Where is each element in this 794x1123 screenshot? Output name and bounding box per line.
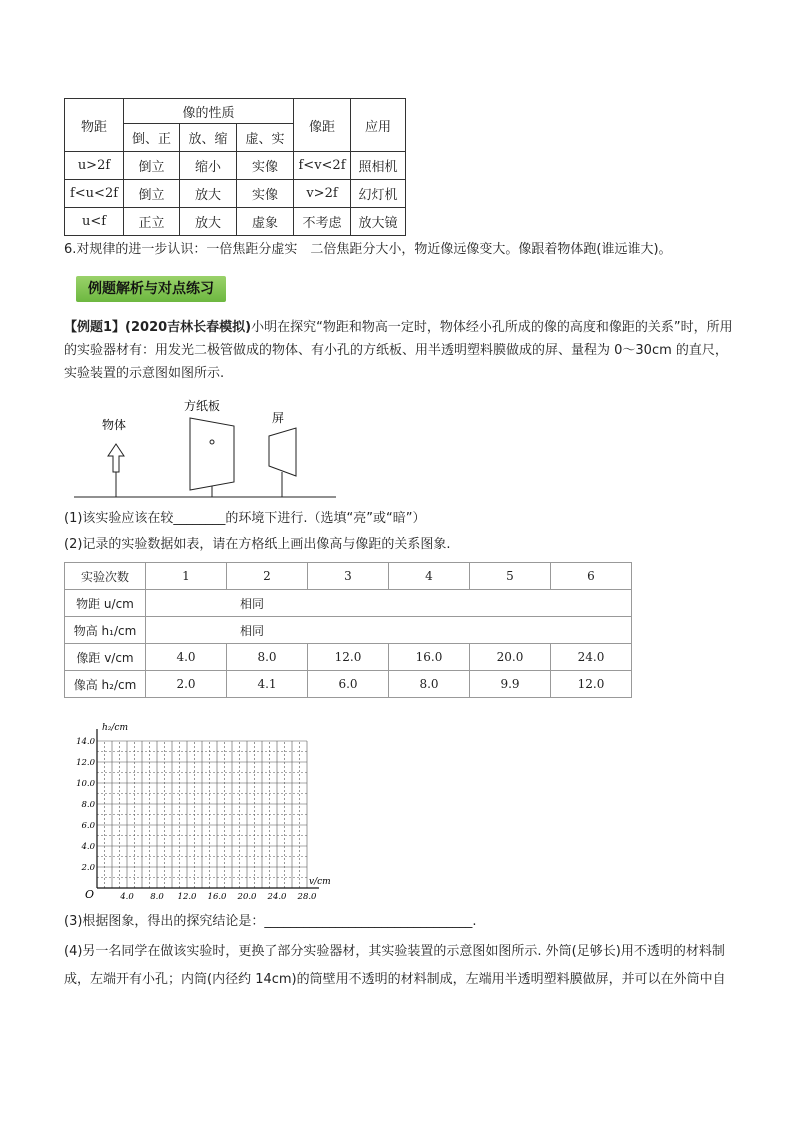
- x-tick-label: 20.0: [237, 892, 257, 900]
- header-sub-orient: 倒、正: [124, 124, 180, 152]
- example-source: (2020吉林长春模拟): [125, 320, 252, 335]
- table-row: [65, 617, 632, 644]
- cell: 4.1: [227, 671, 308, 698]
- example-paragraph: [64, 316, 734, 385]
- board: [190, 418, 234, 497]
- apparatus-diagram: [64, 396, 354, 502]
- x-tick-label: 12.0: [177, 892, 197, 900]
- cell: 放大镜: [351, 208, 406, 236]
- screen-label: 屏: [272, 411, 285, 425]
- board-label: 方纸板: [184, 399, 221, 413]
- header-sub-size: 放、缩: [180, 124, 237, 152]
- cell: 实像: [237, 180, 294, 208]
- table-row: [65, 152, 406, 180]
- cell: 16.0: [389, 644, 470, 671]
- table-row: [65, 208, 406, 236]
- cell: v>2f: [294, 180, 351, 208]
- question-2: (2)记录的实验数据如表，请在方格纸上画出像高与像距的关系图象.: [64, 537, 451, 552]
- cell: 12.0: [551, 671, 632, 698]
- cell: 9.9: [470, 671, 551, 698]
- header-application: 应用: [351, 99, 406, 152]
- graph-paper-chart: [64, 718, 334, 900]
- lens-rule-table: [64, 98, 406, 236]
- y-tick-label: 12.0: [76, 758, 95, 768]
- question-3: (3)根据图象，得出的探究结论是：________________________________.: [64, 914, 477, 929]
- row-label: 物距 u/cm: [65, 590, 146, 617]
- cell: f<v<2f: [294, 152, 351, 180]
- example-tag: 【例题1】: [64, 320, 126, 335]
- header-object-distance: 物距: [65, 99, 124, 152]
- object-arrow: [108, 444, 124, 497]
- cell: 不考虑: [294, 208, 351, 236]
- cell: 正立: [124, 208, 180, 236]
- header-image-distance: 像距: [294, 99, 351, 152]
- cell: u<f: [65, 208, 124, 236]
- x-tick-label: 24.0: [267, 892, 287, 900]
- cell: 3: [308, 563, 389, 590]
- x-tick-label: 16.0: [207, 892, 227, 900]
- question-1: (1)该实验应该在较________的环境下进行.（选填“亮”或“暗”）: [64, 511, 426, 526]
- x-tick-label: 28.0: [297, 892, 317, 900]
- section-banner: 例题解析与对点练习: [76, 276, 226, 302]
- cell: 12.0: [308, 644, 389, 671]
- cell: 相同: [146, 590, 632, 617]
- cell: 20.0: [470, 644, 551, 671]
- cell: 照相机: [351, 152, 406, 180]
- cell: f<u<2f: [65, 180, 124, 208]
- cell: 实像: [237, 152, 294, 180]
- table-row: [65, 563, 632, 590]
- cell: u>2f: [65, 152, 124, 180]
- cell: 虚象: [237, 208, 294, 236]
- row-label: 像距 v/cm: [65, 644, 146, 671]
- cell: 6.0: [308, 671, 389, 698]
- cell: 24.0: [551, 644, 632, 671]
- question-4: (4)另一名同学在做该实验时，更换了部分实验器材，其实验装置的示意图如图所示. 外筒(足够长)用不透明的材料制成，左端开有小孔；内筒(内径约 14cm)的筒壁用不透明的材料制成，左端用半透明塑料膜做屏，并可以在外筒中自: [64, 944, 726, 987]
- y-tick-label: 6.0: [81, 821, 95, 831]
- x-axis-label: v/cm: [309, 877, 331, 887]
- cell: 缩小: [180, 152, 237, 180]
- table-row: [65, 180, 406, 208]
- table-row: [65, 644, 632, 671]
- cell: 8.0: [227, 644, 308, 671]
- row-label: 物高 h₁/cm: [65, 617, 146, 644]
- y-tick-label: 8.0: [81, 800, 95, 810]
- cell: 4: [389, 563, 470, 590]
- header-image-properties: 像的性质: [124, 99, 294, 124]
- example-text: 小明在探究“物距和物高一定时，物体经小孔所成的像的高度和像距的关系”时，所用的实验器材有：用发光二极管做成的物体、有小孔的方纸板、用半透明塑料膜做成的屏、量程为 0～30cm 的直尺，实验装置的示意图如图所示.: [64, 320, 733, 381]
- cell: 相同: [146, 617, 632, 644]
- table-row: [65, 671, 632, 698]
- cell: 2.0: [146, 671, 227, 698]
- cell: 幻灯机: [351, 180, 406, 208]
- cell: 放大: [180, 180, 237, 208]
- y-axis-label: h₂/cm: [102, 723, 129, 733]
- cell: 2: [227, 563, 308, 590]
- object-label: 物体: [102, 418, 127, 432]
- y-tick-label: 2.0: [81, 863, 95, 873]
- y-tick-label: 4.0: [81, 842, 95, 852]
- table-row: [65, 590, 632, 617]
- cell: 5: [470, 563, 551, 590]
- cell: 倒立: [124, 152, 180, 180]
- cell: 倒立: [124, 180, 180, 208]
- x-tick-label: 8.0: [150, 892, 164, 900]
- cell: 6: [551, 563, 632, 590]
- cell: 4.0: [146, 644, 227, 671]
- x-tick-label: 4.0: [120, 892, 134, 900]
- row-label: 像高 h₂/cm: [65, 671, 146, 698]
- origin-label: O: [85, 888, 95, 900]
- cell: 8.0: [389, 671, 470, 698]
- header-sub-kind: 虚、实: [237, 124, 294, 152]
- screen: [269, 428, 296, 497]
- cell: 放大: [180, 208, 237, 236]
- rule-note: 6.对规律的进一步认识：一倍焦距分虚实 二倍焦距分大小，物近像远像变大。像跟着物体跑(谁远谁大)。: [64, 242, 672, 257]
- y-tick-label: 10.0: [76, 779, 95, 789]
- cell: 1: [146, 563, 227, 590]
- row-label: 实验次数: [65, 563, 146, 590]
- data-table: [64, 562, 632, 698]
- y-tick-label: 14.0: [76, 737, 95, 747]
